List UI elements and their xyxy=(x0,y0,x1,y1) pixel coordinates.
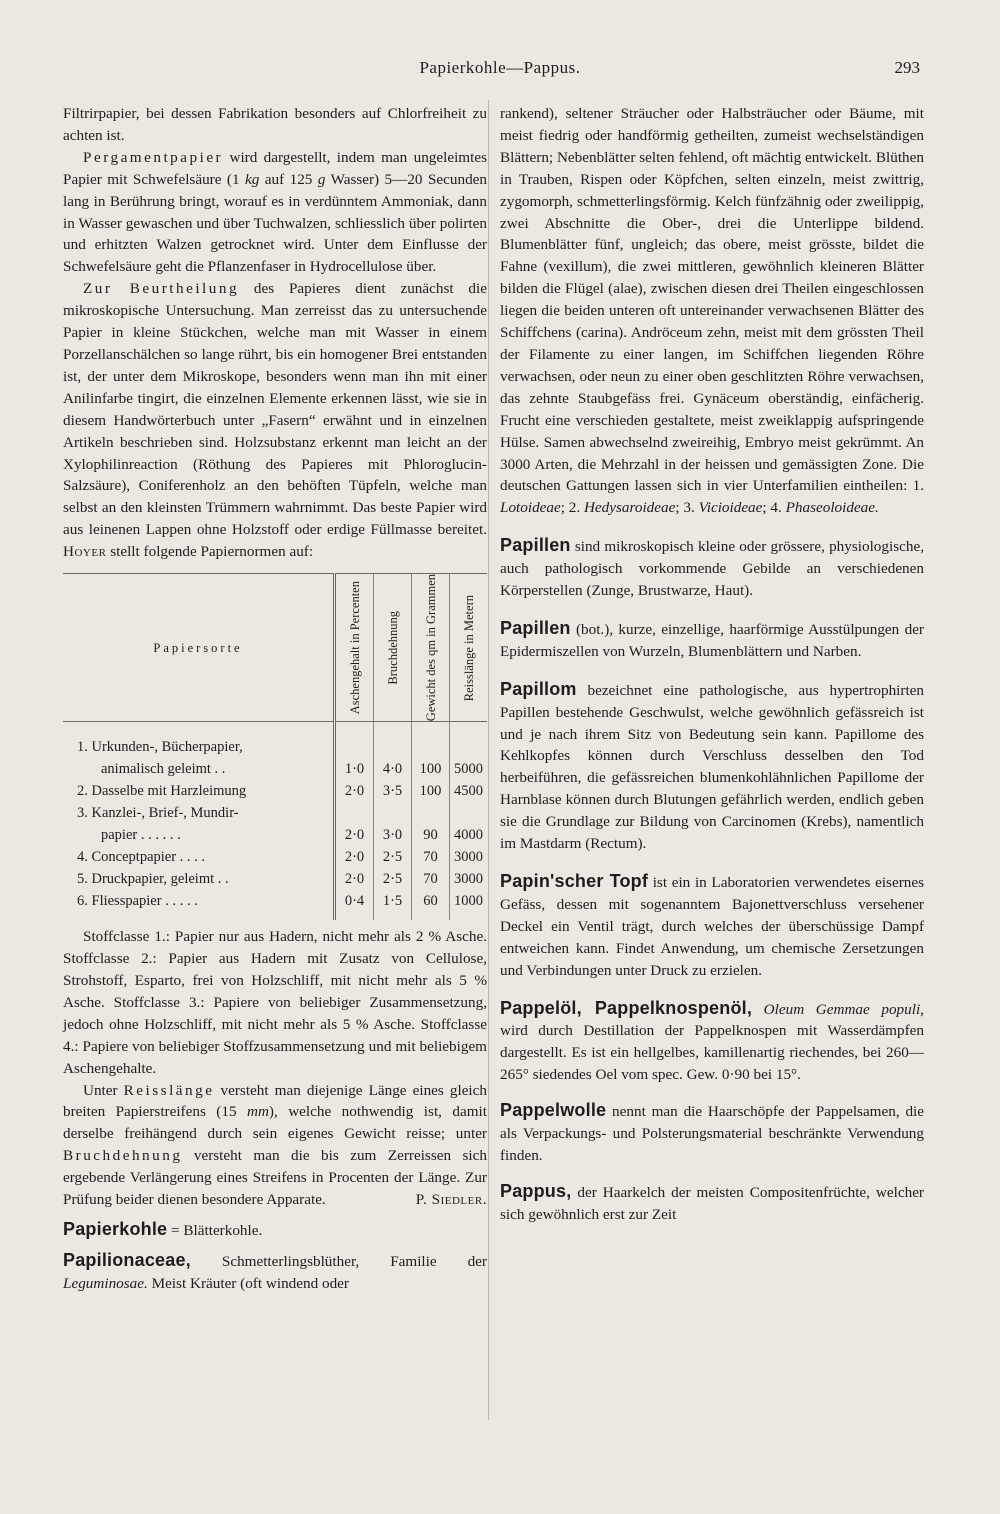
term-beurtheilung: Zur Beurtheilung xyxy=(83,280,240,298)
headword-pappelwolle: Pappelwolle xyxy=(500,1100,607,1121)
paragraph-beurtheilung: Zur Beurtheilung des Papieres dient zunächst die mikroskopische Untersuchung. Man zerreisst das zu untersuchende Papier in kleine Stückchen, welche man mit Wasser in einem Porzellanschälchen so lange rührt, bis ein homogener Brei entstanden ist, der unter dem Mikroskope, besonders wenn man ihn mit einer Anilinfarbe tingirt, die einzelnen Elemente erkennen lässt, wie sie in diesem Handwörterbuch unter „Fasern“ erwähnt und in einzelnen Artikeln beschrieben sind. Holzsubstanz erkennt man leicht an der Xylophilinreaction (Röthung des Papieres mit Phloroglucin-Salzsäure), Coniferenholz an den behöften Tüpfeln, welche man selbst an den kleinsten Trümmern wahrnimmt. Das beste Papier wird aus leinenen Lappen ohne Holzstoff oder erdige Füllmasse bereitet. Hoyer stellt folgende Papiernormen auf: xyxy=(63,280,487,561)
paper-norms-table xyxy=(63,573,487,920)
headword-papilionaceae: Papilionaceae, xyxy=(63,1249,191,1270)
headword-papierkohle: Papierkohle xyxy=(63,1219,168,1239)
term-pergamentpapier: Pergamentpapier xyxy=(83,148,224,166)
entry-papierkohle: Papierkohle = Blätterkohle. xyxy=(63,1219,263,1239)
term-bruchdehnung: Bruchdehnung xyxy=(63,1147,183,1165)
table-row: 1. Urkunden-, Bücherpapier, xyxy=(63,736,487,758)
page-number: 293 xyxy=(894,58,920,77)
table-header-weight: Gewicht des qm in Grammen xyxy=(412,574,450,722)
headword-papin-topf: Papin'scher Topf xyxy=(500,871,649,891)
author-hoyer: Hoyer xyxy=(63,543,107,561)
paragraph-pergamentpapier: Pergamentpapier wird dargestellt, indem man ungeleimtes Papier mit Schwefelsäure (1 kg auf 125 g Wasser) 5—20 Secunden lang in Berührung bringt, worauf es in verdünntem Ammoniak, dann in Wasser gewaschen und über Tuchwalzen, schliesslich über polirten und erhitzten Walzen getrocknet wird. Unter dem Einflusse der Schwefelsäure geht die Pflanzenfaser in Hydrocellulose über. xyxy=(63,148,487,276)
table-row: 6. Fliesspapier . . . . . 0·4 1·5 60 1000 xyxy=(63,890,487,920)
entry-papin-topf: Papin'scher Topf ist ein in Laboratorien verwendetes eisernes Gefäss, dessen mit sogenanntem Bajonettverschluss versehener Deckel ein Ventil trägt, durch welches der überschüssige Dampf entweichen kann. Findet Anwendung, um chemische Zersetzungen und Verbindungen unter Druck zu erzielen. xyxy=(500,871,924,979)
entry-papillen: Papillen sind mikroskopisch kleine oder grössere, physiologische, auch pathologisch vorkommende Gebilde an verschiedenen Körperstellen (Zunge, Brustwarze, Haut). xyxy=(500,535,924,600)
table-row: 3. Kanzlei-, Brief-, Mundir- xyxy=(63,802,487,824)
table-row: 2. Dasselbe mit Harzleimung 2·0 3·5 100 4500 xyxy=(63,780,487,802)
table-row: papier . . . . . . 2·0 3·0 90 4000 xyxy=(63,824,487,846)
entry-pappus: Pappus, der Haarkelch der meisten Compositenfrüchte, welcher sich gewöhnlich erst zur Zeit xyxy=(500,1180,924,1223)
table-header-stretch: Bruchdehnung xyxy=(374,574,412,722)
headword-papillen: Papillen xyxy=(500,535,571,556)
entry-papilionaceae: Papilionaceae, Schmetterlingsblüther, Familie der Leguminosae. Meist Kräuter (oft windend oder xyxy=(63,1249,487,1292)
headword-papillen-bot: Papillen xyxy=(500,617,571,638)
paragraph-filtrirpapier: Filtrirpapier, bei dessen Fabrikation besonders auf Chlorfreiheit zu achten ist. xyxy=(63,105,487,144)
headword-pappeloel: Pappelöl, Pappelknospenöl, xyxy=(500,997,753,1018)
headword-papillom: Papillom xyxy=(500,678,577,699)
entry-pappelwolle: Pappelwolle nennt man die Haarschöpfe der Pappelsamen, die als Verpackungs- und Polsterungsmaterial beschränkte Verwendung finden. xyxy=(500,1100,924,1164)
paragraph-stoffclassen: Stoffclasse 1.: Papier nur aus Hadern, nicht mehr als 2 % Asche. Stoffclasse 2.: Papier aus Hadern mit Zusatz von Cellulose, Strohstoff, Esparto, frei von Holzschliff, mit nicht mehr als 5 % Asche. Stoffclasse 3.: Papiere von beliebiger Zusammensetzung, jedoch ohne Holzschliff, mit nicht mehr als 5 % Asche. Stoffclasse 4.: Papiere von beliebiger Stoffzusammensetzung und mit beliebigem Aschengehalte. xyxy=(63,928,487,1077)
term-reisslaenge: Reisslänge xyxy=(123,1081,215,1099)
right-column xyxy=(500,103,924,1226)
table-row: 5. Druckpapier, geleimt . . 2·0 2·5 70 3000 xyxy=(63,868,487,890)
table-header-papiersorte: Papiersorte xyxy=(63,574,335,722)
headword-pappus: Pappus, xyxy=(500,1180,572,1201)
table-header-length: Reisslänge in Metern xyxy=(450,574,488,722)
running-title: Papierkohle—Pappus. xyxy=(419,58,581,77)
table-row: animalisch geleimt . . 1·0 4·0 100 5000 xyxy=(63,758,487,780)
left-column xyxy=(63,103,487,1295)
page-header xyxy=(0,58,1000,84)
column-divider xyxy=(488,100,489,1420)
paragraph-papilionaceae-continued: rankend), seltener Sträucher oder Halbsträucher oder Bäume, mit meist fiedrig oder handförmig getheilten, zumeist wechselständigen Blättern; Nebenblätter selten fehlend, oft mächtig entwickelt. Blüthen in Trauben, Rispen oder Köpfchen, selten einzeln, meist zwittrig, zygomorph, schmetterlingsförmig. Kelch fünfzähnig oder zweilippig, zwei Abschnitte die Ober-, drei die Unterlippe bildend. Blumenblätter fünf, ungleich; das obere, meist grösste, bildet die Fahne (vexillum), die zwei mittleren, gewöhnlich kleineren Blätter bilden die Flügel (alae), zwischen diesen drei Theilen eingeschlossen liegen die beiden unteren oft untereinander verwachsenen Blätter des Schiffchens (carina). Andröceum zehn, meist mit dem grössten Theil der Filamente zu einer langen, im Schiffchen liegenden Röhre verwachsen, oder neun zu einer oben geschlitzten Röhre verwachsen, das zehnte Staubgefäss frei. Gynäceum oberständig, einfächerig. Frucht eine verschieden gestaltete, meist zweiklappig aufspringende Hülse. Samen abwechselnd zweireihig, Embryo meist gekrümmt. An 3000 Arten, die Mehrzahl in der heissen und gemässigten Zone. Die deutschen Gattungen lassen sich in vier Unterfamilien eintheilen: 1. Lotoideae; 2. Hedysaroideae; 3. Vicioideae; 4. Phaseoloideae. xyxy=(500,105,924,517)
table-header-ash: Aschengehalt in Percenten xyxy=(335,574,374,722)
entry-papillen-bot: Papillen (bot.), kurze, einzellige, haarförmige Ausstülpungen der Epidermiszellen von Wurzeln, Blumenblättern und Narben. xyxy=(500,617,924,660)
paragraph-reisslaenge: Unter Reisslänge versteht man diejenige Länge eines gleich breiten Papierstreifens (15 mm), welche nothwendig ist, damit derselbe freihängend durch sein eigenes Gewicht reisse; unter Bruchdehnung versteht man die bis zum Zerreissen sich ergebende Verlängerung eines Streifens in Procenten der Länge. Zur Prüfung beider dienen besondere Apparate. P. Siedler. xyxy=(63,1080,487,1211)
table-row: 4. Conceptpapier . . . . 2·0 2·5 70 3000 xyxy=(63,846,487,868)
author-siedler: P. Siedler. xyxy=(415,1191,487,1209)
entry-papillom: Papillom bezeichnet eine pathologische, aus hypertrophirten Papillen bestehende Geschwulst, welche gewöhnlich gefässreich ist und je nach ihrem Sitz von Bedeutung sein kann. Papillome des Kehlkopfes können durch Verschluss desselben den Tod herbeiführen, die gefässreichen blumenkohlähnlichen Papillome der Harnblase können durch Blutungen gefährlich werden, endlich geben sie die Grundlage zur Bildung von Carcinomen (Krebs), namentlich im Mastdarm (Rectum). xyxy=(500,678,924,853)
entry-pappeloel: Pappelöl, Pappelknospenöl, Oleum Gemmae populi, wird durch Destillation der Pappelknospen mit Wasserdämpfen dargestellt. Es ist ein hellgelbes, kamillenartig riechendes, bei 260—265° siedendes Oel vom spec. Gew. 0·90 bei 15°. xyxy=(500,997,924,1084)
